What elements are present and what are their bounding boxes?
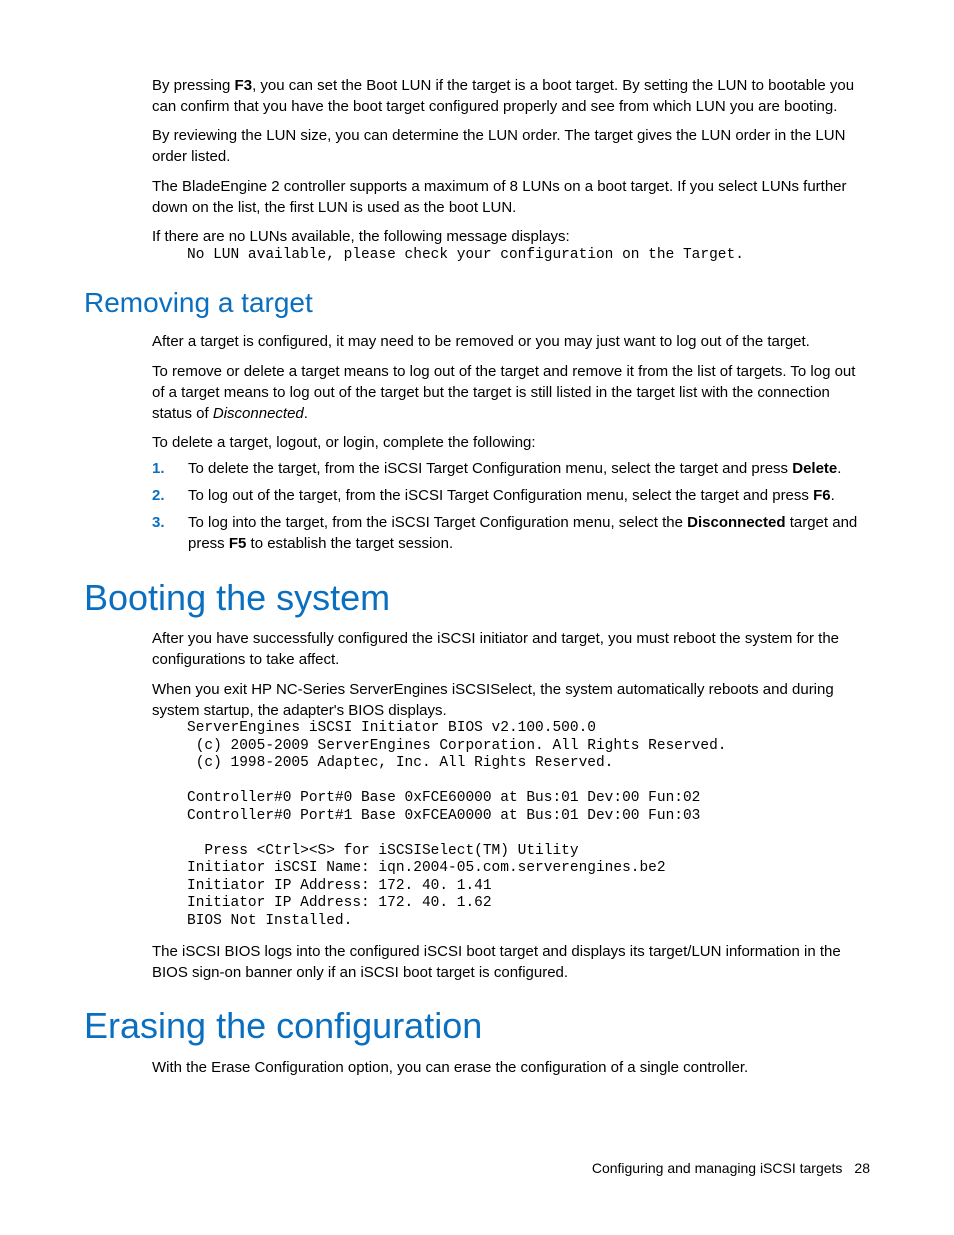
chapter-heading-erasing-the-configuration: Erasing the configuration bbox=[84, 1005, 483, 1046]
removing-paragraph-1 bbox=[152, 331, 872, 352]
paragraph-text: When you exit HP NC-Series ServerEngines iSCSISelect, the system automatically reboots and during system startup, the adapter's BIOS displays. bbox=[152, 681, 834, 719]
intro-paragraph-no-luns bbox=[152, 226, 872, 247]
paragraph-text: The BladeEngine 2 controller supports a maximum of 8 LUNs on a boot target. If you select LUNs further down on the list, the first LUN is used as the boot LUN. bbox=[152, 178, 847, 216]
text-run: To log out of the target, from the iSCSI Target Configuration menu, select the target and press bbox=[188, 487, 814, 504]
step-item-2 bbox=[152, 485, 872, 506]
page-footer bbox=[400, 1158, 870, 1178]
no-lun-message-code bbox=[187, 247, 887, 265]
paragraph-text: With the Erase Configuration option, you can erase the configuration of a single controller. bbox=[152, 1059, 749, 1076]
intro-paragraph-bladeengine bbox=[152, 176, 872, 218]
step-item-1 bbox=[152, 458, 872, 479]
intro-paragraph-lun-size bbox=[152, 125, 872, 167]
text-run: By pressing bbox=[152, 77, 235, 94]
text-run: to establish the target session. bbox=[246, 535, 454, 552]
removing-paragraph-3 bbox=[152, 432, 872, 453]
text-run: target and press bbox=[188, 514, 858, 552]
chapter-heading-booting-the-system: Booting the system bbox=[84, 577, 391, 618]
intro-paragraph-f3 bbox=[152, 75, 872, 117]
step-number: 2. bbox=[152, 487, 165, 504]
removing-paragraph-2 bbox=[152, 361, 872, 424]
text-run: . bbox=[830, 487, 835, 504]
booting-paragraph-3 bbox=[152, 941, 872, 983]
key-disconnected: Disconnected bbox=[687, 514, 786, 531]
bios-banner-code bbox=[187, 720, 887, 930]
step-number: 1. bbox=[152, 460, 165, 477]
code-block: ServerEngines iSCSI Initiator BIOS v2.100.500.0 (c) 2005-2009 ServerEngines Corporation. All Rights Reserved. (c) 1998-2005 Adaptec, Inc. All Rights Reserved. Controller#0 Port#0 Base 0xFCE60000 at Bus:01 Dev:00 Fun:02 Controller#0 Port#1 Base 0xFCEA0000 at Bus:01 Dev:00 Fun:03 Press <Ctrl><S> for iSCSISelect(TM) Utility Initiator iSCSI Name: iqn.2004-05.com.serverengines.be2 Initiator IP Address: 172. 40. 1.41 Initiator IP Address: 172. 40. 1.62 BIOS Not Installed. bbox=[187, 720, 727, 929]
step-number: 3. bbox=[152, 514, 165, 531]
page-number: 28 bbox=[854, 1160, 870, 1176]
paragraph-text: By reviewing the LUN size, you can determine the LUN order. The target gives the LUN order in the LUN order listed. bbox=[152, 127, 846, 165]
key-f3: F3 bbox=[234, 77, 253, 94]
text-run: To delete the target, from the iSCSI Target Configuration menu, select the target and press bbox=[188, 460, 793, 477]
step-item-3 bbox=[152, 512, 872, 554]
paragraph-text: If there are no LUNs available, the following message displays: bbox=[152, 228, 570, 245]
text-run: , you can set the Boot LUN if the target is a boot target. By setting the LUN to bootable you can confirm that you have the boot target configured properly and see from which LUN you are booting. bbox=[152, 77, 855, 115]
booting-paragraph-1 bbox=[152, 628, 872, 670]
text-run: . bbox=[837, 460, 842, 477]
booting-paragraph-2 bbox=[152, 679, 872, 721]
text-run: . bbox=[303, 405, 308, 422]
key-delete: Delete bbox=[792, 460, 838, 477]
section-heading-removing-a-target: Removing a target bbox=[84, 287, 313, 318]
key-f6: F6 bbox=[813, 487, 831, 504]
key-f5: F5 bbox=[228, 535, 247, 552]
disconnected-term: Disconnected bbox=[212, 405, 304, 422]
paragraph-text: The iSCSI BIOS logs into the configured iSCSI boot target and displays its target/LUN information in the BIOS sign-on banner only if an iSCSI boot target is configured. bbox=[152, 943, 841, 981]
text-run: To remove or delete a target means to log out of the target and remove it from the list of targets. To log out of a target means to log out of the target but the target is still listed in the target list with the connection status of bbox=[152, 363, 856, 422]
erasing-paragraph-1 bbox=[152, 1057, 872, 1078]
code-block: No LUN available, please check your configuration on the Target. bbox=[187, 247, 744, 263]
paragraph-text: After a target is configured, it may need to be removed or you may just want to log out of the target. bbox=[152, 333, 810, 350]
footer-title: Configuring and managing iSCSI targets bbox=[591, 1160, 843, 1176]
text-run: To log into the target, from the iSCSI Target Configuration menu, select the bbox=[188, 514, 688, 531]
paragraph-text: After you have successfully configured the iSCSI initiator and target, you must reboot the system for the configurations to take affect. bbox=[152, 630, 840, 668]
paragraph-text: To delete a target, logout, or login, complete the following: bbox=[152, 434, 536, 451]
